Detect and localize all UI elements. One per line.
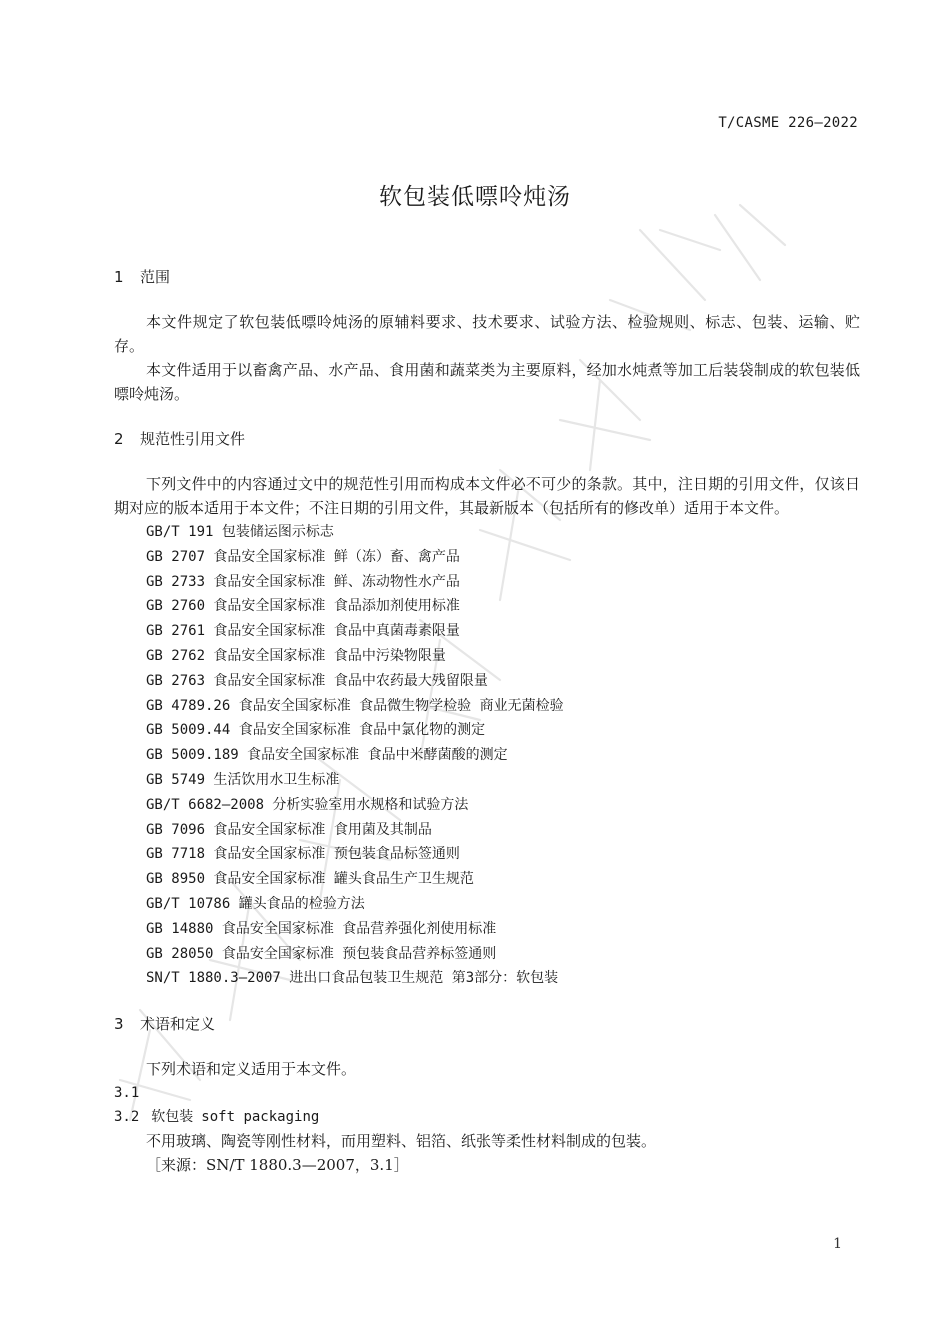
section-heading-normative	[114, 424, 860, 454]
section-number: 3	[114, 1015, 124, 1034]
scope-paragraph-1: 本文件规定了软包装低嘌呤炖汤的原辅料要求、技术要求、试验方法、检验规则、标志、包装、运输、贮存。	[114, 313, 860, 355]
reference-item: GB/T 6682—2008 分析实验室用水规格和试验方法	[146, 796, 469, 813]
reference-item: GB 2763 食品安全国家标准 食品中农药最大残留限量	[146, 672, 488, 689]
section-heading-scope	[114, 262, 860, 292]
reference-item: GB 2762 食品安全国家标准 食品中污染物限量	[146, 647, 446, 664]
reference-item: GB 2707 食品安全国家标准 鲜（冻）畜、禽产品	[146, 548, 460, 565]
term-source: ［来源：SN/T 1880.3—2007，3.1］	[146, 1156, 409, 1175]
document-title: 软包装低嘌呤炖汤	[379, 184, 571, 210]
document-body	[114, 262, 860, 1177]
reference-item: GB 5009.44 食品安全国家标准 食品中氯化物的测定	[146, 722, 486, 739]
reference-item: GB 14880 食品安全国家标准 食品营养强化剂使用标准	[146, 920, 497, 937]
scope-paragraph-2: 本文件适用于以畜禽产品、水产品、食用菌和蔬菜类为主要原料，经加水炖煮等加工后装袋制成的软包装低嘌呤炖汤。	[114, 361, 860, 403]
reference-item: GB 2760 食品安全国家标准 食品添加剂使用标准	[146, 598, 460, 615]
reference-item: GB 5009.189 食品安全国家标准 食品中米酵菌酸的测定	[146, 747, 508, 764]
reference-item: GB 5749 生活饮用水卫生标准	[146, 771, 340, 788]
term-label: 软包装	[151, 1109, 194, 1126]
term-number: 3.2	[114, 1109, 140, 1126]
page-number: 1	[833, 1236, 842, 1252]
section-title: 规范性引用文件	[140, 430, 246, 448]
document-code: T/CASME 226—2022	[718, 115, 858, 131]
term-3-2	[114, 1105, 860, 1129]
reference-item: GB 7096 食品安全国家标准 食用菌及其制品	[146, 821, 432, 838]
reference-item: GB 2733 食品安全国家标准 鲜、冻动物性水产品	[146, 573, 460, 590]
section-number: 2	[114, 430, 124, 448]
reference-item: GB/T 191 包装储运图示标志	[146, 524, 334, 540]
reference-list	[114, 520, 860, 991]
reference-item: SN/T 1880.3—2007 进出口食品包装卫生规范 第3部分：软包装	[146, 970, 559, 987]
reference-item: GB 28050 食品安全国家标准 预包装食品营养标签通则	[146, 945, 497, 962]
terms-intro: 下列术语和定义适用于本文件。	[146, 1060, 357, 1079]
term-definition: 不用玻璃、陶瓷等刚性材料，而用塑料、铝箔、纸张等柔性材料制成的包装。	[146, 1132, 657, 1151]
reference-item: GB 8950 食品安全国家标准 罐头食品生产卫生规范	[146, 871, 474, 888]
section-heading-terms	[114, 1009, 860, 1039]
normative-intro: 下列文件中的内容通过文中的规范性引用而构成本文件必不可少的条款。其中，注日期的引用文件，仅该日期对应的版本适用于本文件；不注日期的引用文件，其最新版本（包括所有的修改单）适用于本文件。	[114, 475, 860, 517]
reference-item: GB/T 10786 罐头食品的检验方法	[146, 895, 365, 912]
section-title: 范围	[140, 268, 171, 286]
term-number-3-1: 3.1	[114, 1085, 140, 1102]
section-title: 术语和定义	[140, 1015, 216, 1034]
section-number: 1	[114, 268, 124, 286]
term-english: soft packaging	[201, 1109, 320, 1126]
reference-item: GB 4789.26 食品安全国家标准 食品微生物学检验 商业无菌检验	[146, 697, 564, 714]
reference-item: GB 7718 食品安全国家标准 预包装食品标签通则	[146, 846, 460, 863]
reference-item: GB 2761 食品安全国家标准 食品中真菌毒素限量	[146, 623, 460, 640]
